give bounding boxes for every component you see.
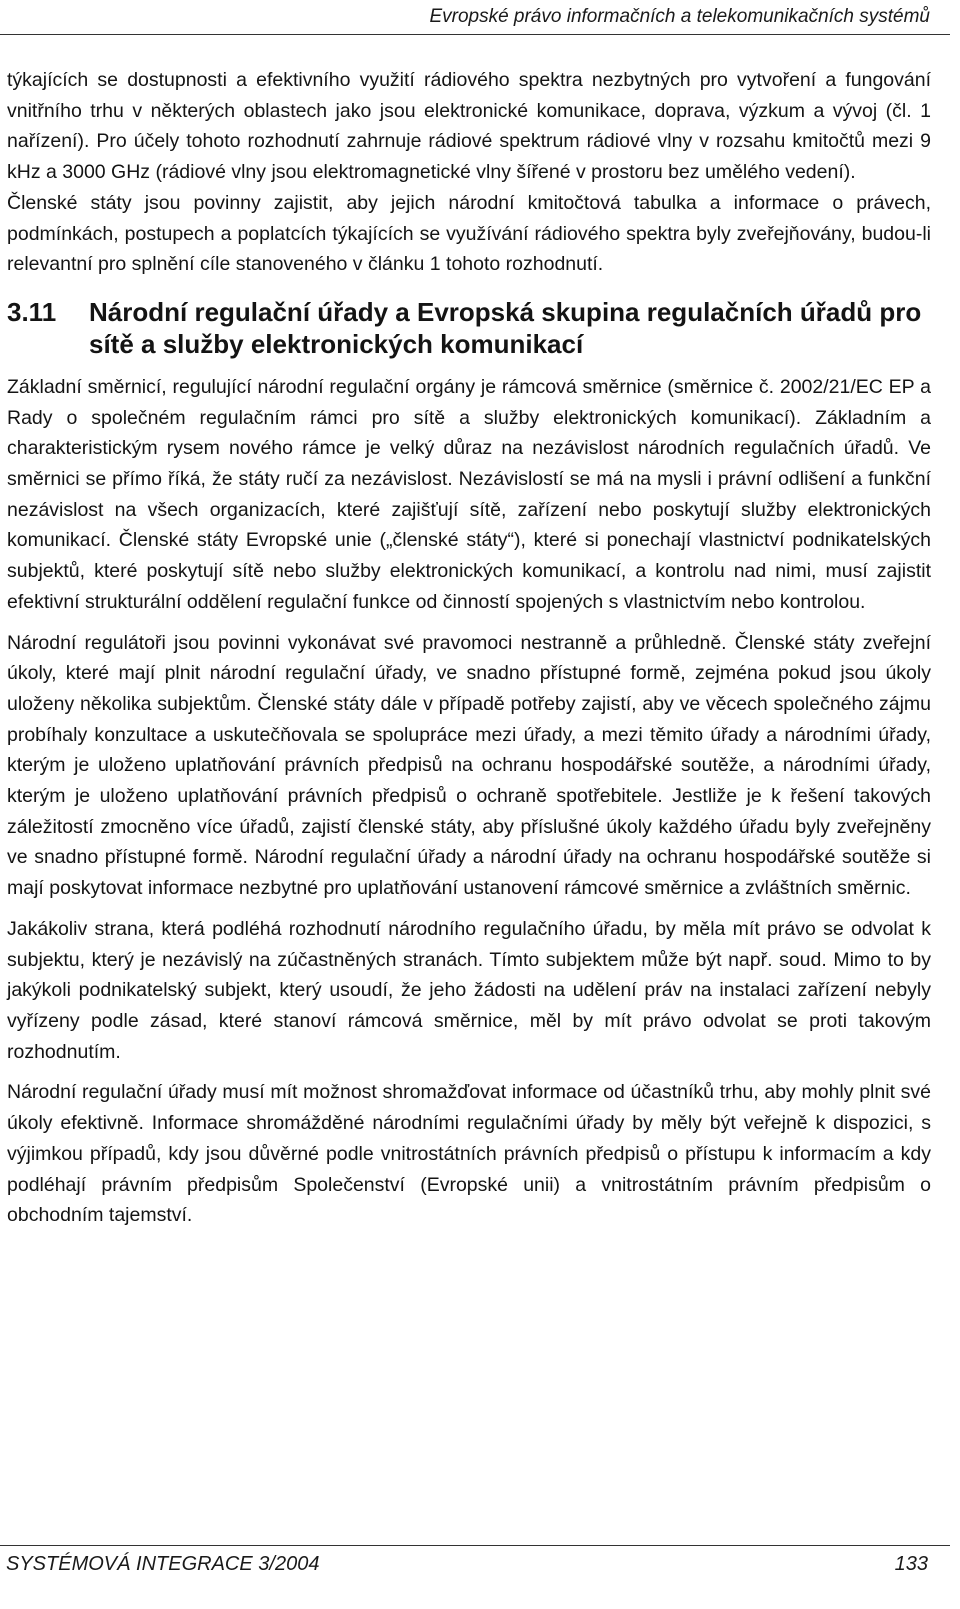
footer-publication: SYSTÉMOVÁ INTEGRACE 3/2004: [6, 1553, 320, 1575]
running-header: Evropské právo informačních a telekomunikačních systémů: [429, 6, 930, 27]
body-paragraph-1: týkajících se dostupnosti a efektivního využití rádiového spektra nezbytných pro vytvoření a fungování vnitřního trhu v některých oblastech jako jsou elektronické komunikace, doprava, výzkum a vývoj (čl. 1 nařízení). Pro účely tohoto rozhodnutí zahrnuje rádiové spektrum rádiové vlny v rozsahu kmitočtů mezi 9 kHz a 3000 GHz (rádiové vlny jsou elektromagnetické vlny šířené v prostoru bez umělého vedení).: [7, 69, 931, 184]
body-paragraph-4: Národní regulátoři jsou povinni vykonávat své pravomoci nestranně a průhledně. Členské státy zveřejní úkoly, které mají plnit národní regulační úřady, ve snadno přístupné formě, zejména pokud jsou úkoly uloženy několika subjektům. Členské státy dále v případě potřeby zajistí, aby ve věcech společného zájmu probíhaly konzultace a uskutečňovala se spolupráce mezi úřady, a mezi těmito úřady a národními úřady, kterým je uloženo uplatňování právních předpisů na ochranu hospodářské soutěže, a národními úřady, kterým je uloženo uplatňování právních předpisů o ochraně spotřebitele. Jestliže je k řešení takových záležitostí zmocněno více úřadů, zajistí členské státy, aby příslušné úkoly každého úřadu byly zveřejněny ve snadno přístupné formě. Národní regulační úřady a národní úřady na ochranu hospodářské soutěže si mají poskytovat informace nezbytné pro uplatňování ustanovení rámcové směrnice a zvláštních směrnic.: [7, 631, 931, 900]
header-rule: [0, 34, 950, 35]
page-content: [7, 65, 931, 1231]
body-paragraph-2: Členské státy jsou povinny zajistit, aby jejich národní kmitočtová tabulka a informace o právech, podmínkách, postupech a poplatcích týkajících se využívání rádiového spektra byly zveřejňovány, budou-li relevantní pro splnění cíle stanoveného v článku 1 tohoto rozhodnutí.: [7, 191, 931, 276]
section-number: 3.11: [7, 296, 57, 327]
page-number: 133: [894, 1553, 928, 1575]
section-heading: [7, 296, 931, 360]
section-title: Národní regulační úřady a Evropská skupina regulačních úřadů pro sítě a služby elektronických komunikací: [89, 296, 922, 359]
body-paragraph-6: Národní regulační úřady musí mít možnost shromažďovat informace od účastníků trhu, aby mohly plnit své úkoly efektivně. Informace shromážděné národními regulačními úřady by měly být veřejně k dispozici, s výjimkou případů, kdy jsou důvěrné podle vnitrostátních právních předpisů o přístupu k informacím a kdy podléhají právním předpisům Společenství (Evropské unii) a vnitrostátním právním předpisům o obchodním tajemství.: [7, 1081, 931, 1227]
body-paragraph-3: Základní směrnicí, regulující národní regulační orgány je rámcová směrnice (směrnice č. 2002/21/EC EP a Rady o společném regulačním rámci pro sítě a služby elektronických komunikací). Základním a charakteristickým rysem nového rámce je velký důraz na nezávislost národních regulačních úřadů. Ve směrnici se přímo říká, že státy ručí za nezávislost. Nezávislostí se má na mysli i právní odlišení a funkční nezávislost na všech organizacích, které zajišťují sítě, zařízení nebo poskytují služby elektronických komunikací. Členské státy Evropské unie („členské státy“), které si ponechají vlastnictví podnikatelských subjektů, které poskytují sítě nebo služby elektronických komunikací, a kontrolu nad nimi, musí zajistit efektivní strukturální oddělení regulační funkce od činností spojených s vlastnictvím nebo kontrolou.: [7, 375, 931, 613]
footer-rule: [0, 1545, 950, 1546]
body-paragraph-5: Jakákoliv strana, která podléhá rozhodnutí národního regulačního úřadu, by měla mít právo se odvolat k subjektu, který je nezávislý na zúčastněných stranách. Tímto subjektem může být např. soud. Mimo to by jakýkoli podnikatelský subjekt, který usoudí, že jeho žádosti na udělení práv na instalaci zařízení nebyly vyřízeny podle zásad, které stanoví rámcová směrnice, měl by mít právo odvolat se proti takovým rozhodnutím.: [7, 917, 931, 1063]
